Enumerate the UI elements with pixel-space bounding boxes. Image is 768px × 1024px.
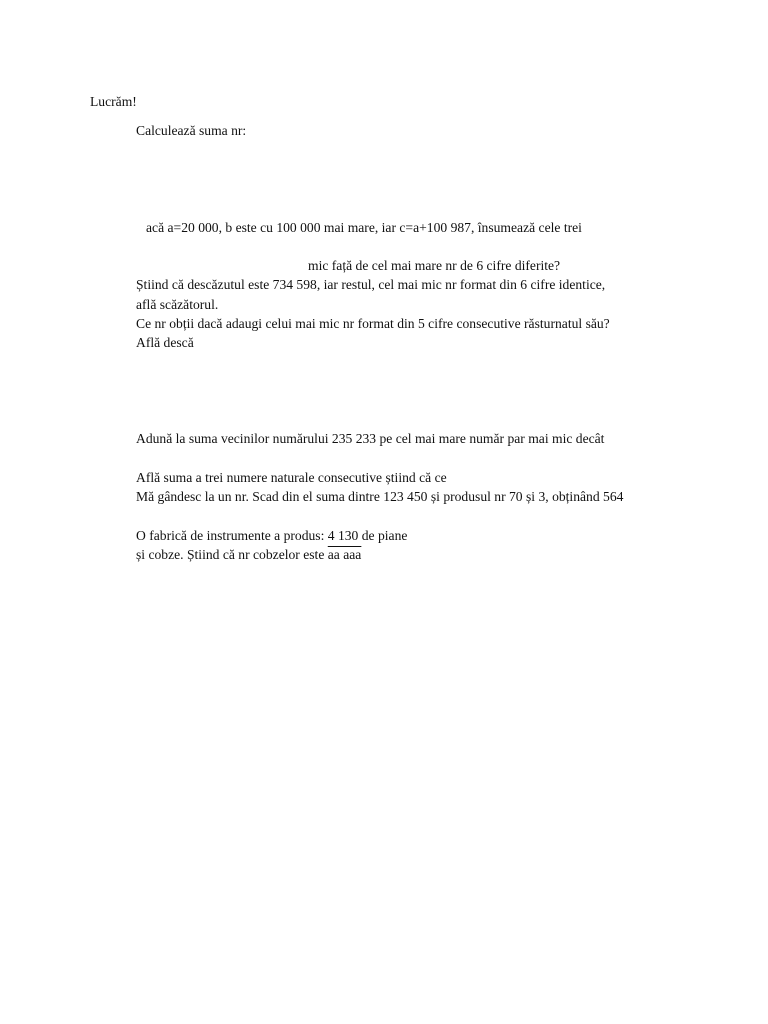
- text-line-daca-a: acă a=20 000, b este cu 100 000 mai mare, iar c=a+100 987, însumează cele trei: [146, 220, 582, 235]
- text-line-aduna-vecinilor: Adună la suma vecinilor numărului 235 233 pe cel mai mare număr par mai mic decât: [136, 431, 605, 446]
- text-line-ce-nr-obtii: Ce nr obții dacă adaugi celui mai mic nr format din 5 cifre consecutive răsturnatul său?: [136, 316, 610, 331]
- text-line-stiind-descazutul: Știind că descăzutul este 734 598, iar restul, cel mai mic nr format din 6 cifre identice,: [136, 277, 606, 292]
- text-line-afla-suma-trei: Află suma a trei numere naturale consecutive știind că ce: [136, 470, 447, 485]
- text-line-afla-scazatorul: află scăzătorul.: [136, 297, 219, 312]
- cobze-text: și cobze. Știind că nr cobzelor este: [136, 547, 328, 562]
- document-heading: Lucrăm!: [90, 94, 137, 109]
- overlined-number: aa aaa: [327, 547, 362, 562]
- text-line-cobze: [136, 546, 361, 564]
- text-line-fabrica-instrumente: O fabrică de instrumente a produs: 4 130 de piane: [136, 528, 408, 543]
- text-line-afla-desca: Află descă: [136, 335, 194, 350]
- text-line-ma-gandesc: Mă gândesc la un nr. Scad din el suma dintre 123 450 și produsul nr 70 și 3, obținând 564: [136, 489, 624, 504]
- text-line-mic-fata: mic față de cel mai mare nr de 6 cifre diferite?: [308, 258, 561, 273]
- text-line-calculeaza-suma: Calculează suma nr:: [136, 123, 247, 138]
